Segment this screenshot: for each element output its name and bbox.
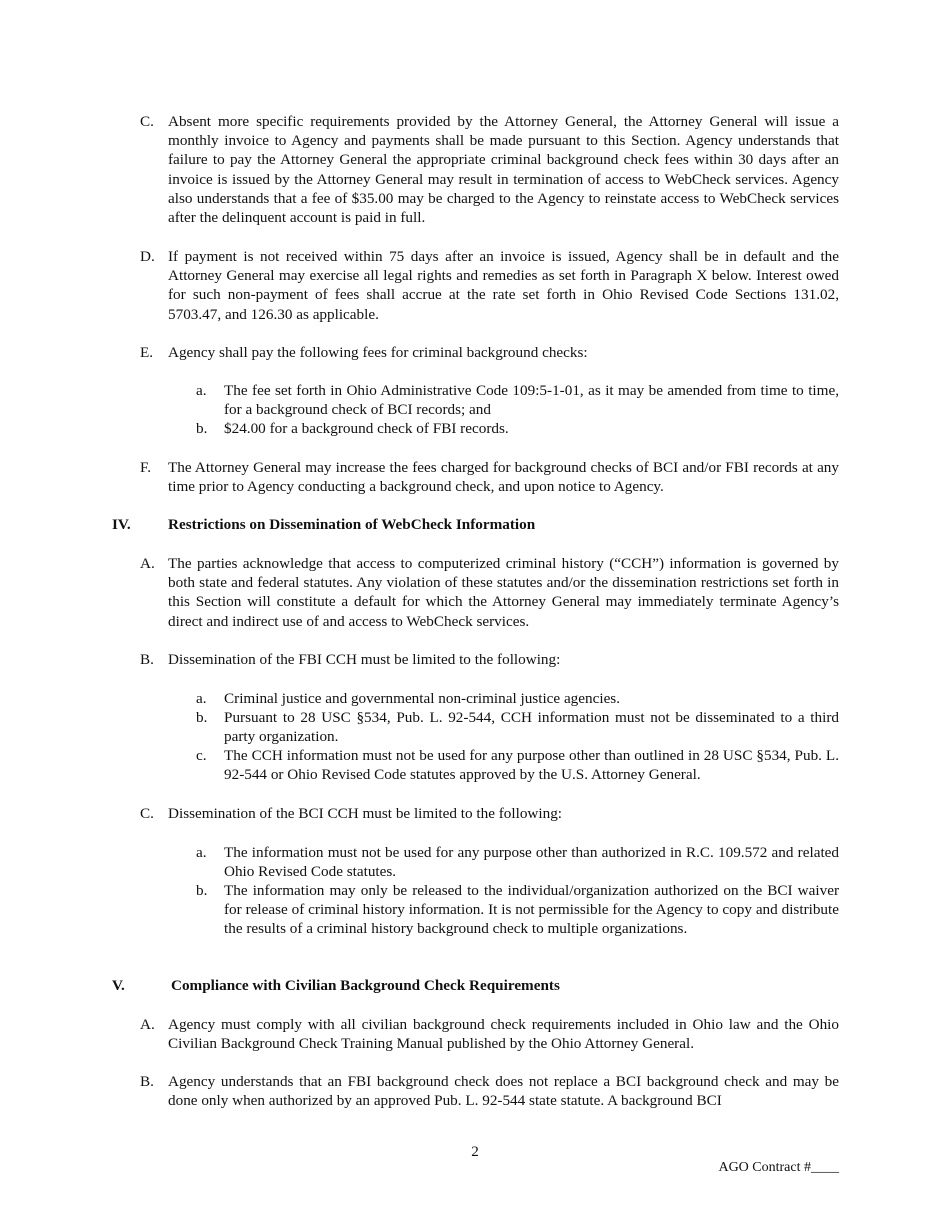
- item-text: Absent more specific requirements provided by the Attorney General, the Attorney General will issue a monthly invoice to Agency and payments shall be made pursuant to this Section. Agency understands that failure to pay the Attorney General the appropriate criminal background check fees within 30 days after an invoice is issued by the Attorney General may result in termination of access to WebCheck services. Agency also understands that a fee of $35.00 may be charged to the Agency to reinstate access to WebCheck services after the delinquent account is paid in full.: [168, 113, 839, 227]
- subitem-marker: b.: [196, 420, 208, 437]
- paragraph-iv-b-b: [196, 708, 839, 746]
- subitem-marker: a.: [196, 382, 207, 399]
- item-marker: B.: [140, 651, 154, 668]
- item-marker: D.: [140, 248, 155, 265]
- section-number: IV.: [112, 516, 131, 533]
- subitem-text: The CCH information must not be used for any purpose other than outlined in 28 USC §534, Pub. L. 92-544 or Ohio Revised Code statutes approved by the U.S. Attorney General.: [224, 747, 839, 784]
- item-marker: A.: [140, 1016, 155, 1033]
- paragraph-e-a: [196, 381, 839, 419]
- item-marker: B.: [140, 1073, 154, 1090]
- item-marker: E.: [140, 344, 154, 361]
- subitem-text: The information may only be released to the individual/organization authorized on the BCI waiver for release of criminal history information. It is not permissible for the Agency to copy and distribute the results of a criminal history background check to multiple organizations.: [224, 882, 839, 938]
- paragraph-e-b: [196, 419, 839, 438]
- subitem-text: Pursuant to 28 USC §534, Pub. L. 92-544, CCH information must not be disseminated to a third party organization.: [224, 709, 839, 746]
- paragraph-iv-c-b: [196, 881, 839, 939]
- paragraph-iv-c-a: [196, 843, 839, 881]
- section-title: Restrictions on Dissemination of WebCheck Information: [168, 516, 536, 533]
- section-number: V.: [112, 977, 125, 994]
- paragraph-iv-b: [140, 650, 839, 669]
- subitem-marker: b.: [196, 709, 208, 726]
- item-text: Dissemination of the BCI CCH must be limited to the following:: [168, 805, 563, 822]
- subitem-text: $24.00 for a background check of FBI records.: [224, 420, 509, 437]
- item-marker: A.: [140, 555, 155, 572]
- subitem-text: Criminal justice and governmental non-criminal justice agencies.: [224, 690, 621, 707]
- paragraph-v-a: [140, 1015, 839, 1053]
- subitem-marker: c.: [196, 747, 207, 764]
- subitem-text: The information must not be used for any purpose other than authorized in R.C. 109.572 and related Ohio Revised Code statutes.: [224, 844, 839, 881]
- subitem-marker: b.: [196, 882, 208, 899]
- page-number: 2: [471, 1143, 479, 1160]
- paragraph-v-b: [140, 1072, 839, 1110]
- item-text: Agency understands that an FBI background check does not replace a BCI background check and may be done only when authorized by an approved Pub. L. 92-544 state statute. A background BCI: [168, 1073, 839, 1110]
- item-text: Agency shall pay the following fees for criminal background checks:: [168, 344, 588, 361]
- item-marker: C.: [140, 805, 154, 822]
- item-marker: C.: [140, 113, 154, 130]
- paragraph-iv-a: [140, 554, 839, 631]
- paragraph-iv-b-a: [196, 689, 839, 708]
- subitem-marker: a.: [196, 844, 207, 861]
- item-text: The Attorney General may increase the fees charged for background checks of BCI and/or FBI records at any time prior to Agency conducting a background check, and upon notice to Agency.: [168, 459, 839, 496]
- subitem-text: The fee set forth in Ohio Administrative Code 109:5-1-01, as it may be amended from time to time, for a background check of BCI records; and: [224, 382, 839, 419]
- paragraph-iv-c: [140, 804, 839, 823]
- item-text: Agency must comply with all civilian background check requirements included in Ohio law and the Ohio Civilian Background Check Training Manual published by the Ohio Attorney General.: [168, 1016, 839, 1053]
- paragraph-c: [140, 112, 839, 227]
- paragraph-iv-b-c: [196, 746, 839, 784]
- contract-number: AGO Contract #____: [718, 1160, 839, 1175]
- item-marker: F.: [140, 459, 152, 476]
- paragraph-e: [140, 343, 839, 362]
- section-title: Compliance with Civilian Background Check Requirements: [171, 977, 560, 994]
- paragraph-f: [140, 458, 839, 496]
- item-text: The parties acknowledge that access to computerized criminal history (“CCH”) information is governed by both state and federal statutes. Any violation of these statutes and/or the dissemination restrictions set forth in this Section will constitute a default for which the Attorney General may immediately terminate Agency’s direct and indirect use of and access to WebCheck services.: [168, 555, 839, 630]
- item-text: Dissemination of the FBI CCH must be limited to the following:: [168, 651, 561, 668]
- item-text: If payment is not received within 75 days after an invoice is issued, Agency shall be in default and the Attorney General may exercise all legal rights and remedies as set forth in Paragraph X below. Interest owed for such non-payment of fees shall accrue at the rate set forth in Ohio Revised Code Sections 131.02, 5703.47, and 126.30 as applicable.: [168, 248, 839, 323]
- subitem-marker: a.: [196, 690, 207, 707]
- paragraph-d: [140, 247, 839, 324]
